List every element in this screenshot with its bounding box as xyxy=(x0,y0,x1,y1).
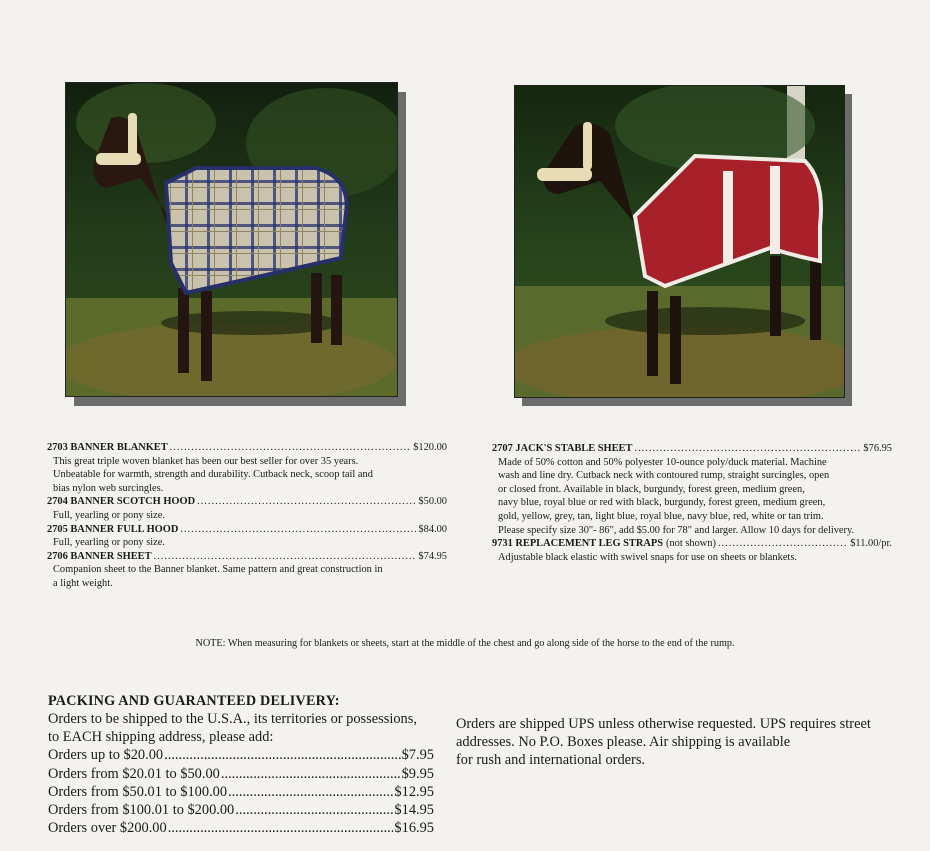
banner-blanket-photo xyxy=(65,82,398,397)
packing-title: PACKING AND GUARANTEED DELIVERY: xyxy=(48,693,340,709)
product-name: 2707 JACK'S STABLE SHEET xyxy=(492,443,633,454)
product-description: Companion sheet to the Banner blanket. Same pattern and great construction in a light weight. xyxy=(53,564,383,589)
product-name: 2704 BANNER SCOTCH HOOD xyxy=(47,496,196,508)
rate-price: $16.95 xyxy=(394,820,434,837)
product-description: Full, yearling or pony size. xyxy=(53,509,165,521)
rate-price: $9.95 xyxy=(401,765,434,782)
shipping-rate-row xyxy=(48,783,434,801)
measuring-note: NOTE: When measuring for blankets or sheets, start at the middle of the chest and go along side of the horse to the end of the rump. xyxy=(195,638,735,649)
product-entry xyxy=(47,550,447,591)
horse-red-sheet-image xyxy=(515,86,844,397)
product-entry xyxy=(492,442,892,537)
horse-plaid-blanket-image xyxy=(66,83,397,396)
shipping-rate-row xyxy=(48,746,434,764)
packing-intro: Orders to be shipped to the U.S.A., its territories or possessions, to EACH shipping address, please add: xyxy=(48,711,417,746)
product-entry xyxy=(47,441,447,495)
product-entry xyxy=(47,523,447,550)
rate-price: $7.95 xyxy=(401,747,434,764)
product-price: $84.00 xyxy=(418,523,447,535)
rate-price: $14.95 xyxy=(394,802,434,819)
product-description: Adjustable black elastic with swivel snaps for use on sheets or blankets. xyxy=(498,551,797,563)
product-price: $74.95 xyxy=(418,550,447,562)
shipping-info: Orders are shipped UPS unless otherwise requested. UPS requires street addresses. No P.O. Boxes please. Air shipping is available for rush and international orders. xyxy=(456,716,871,769)
rate-label: Orders from $100.01 to $200.00 xyxy=(48,802,235,819)
rate-label: Orders over $200.00 xyxy=(48,820,167,837)
rate-label: Orders from $50.01 to $100.00 xyxy=(48,783,228,800)
packing-section xyxy=(48,693,434,837)
left-product-list xyxy=(47,441,447,591)
product-description: Full, yearling or pony size. xyxy=(53,537,165,549)
product-name: 2705 BANNER FULL HOOD xyxy=(47,523,179,535)
product-description: This great triple woven blanket has been our best seller for over 35 years. Unbeatable for warmth, strength and durability. Cutback neck, scoop tail and bias nylon web surcingles. xyxy=(53,455,373,494)
product-entry xyxy=(47,495,447,522)
product-name: 2703 BANNER BLANKET xyxy=(47,442,168,453)
product-entry xyxy=(492,537,892,564)
rate-label: Orders up to $20.00 xyxy=(48,747,164,764)
product-name: 9731 REPLACEMENT LEG STRAPS xyxy=(492,538,663,550)
product-price: $50.00 xyxy=(418,496,447,508)
product-name: 2706 BANNER SHEET xyxy=(47,550,152,562)
right-product-list xyxy=(492,442,892,564)
product-price: $120.00 xyxy=(413,442,447,453)
product-price: $11.00/pr. xyxy=(850,538,892,550)
stable-sheet-photo xyxy=(514,85,845,398)
product-price: $76.95 xyxy=(863,443,892,454)
product-description: Made of 50% cotton and 50% polyester 10-ounce poly/duck material. Machine wash and line dry. Cutback neck with contoured rump, straight surcingles, open or closed front. Available in black, burgundy, forest green, medium green, navy blue, royal blue or red with black, burgundy, forest green, medium green, gold, yellow, grey, tan, light blue, royal blue, navy blue, red, white or tan trim. Please specify size 30"- 86", add $5.00 for 78" and larger. Allow 10 days for delivery. xyxy=(498,456,855,536)
product-note: (not shown) xyxy=(666,538,716,550)
shipping-rate-row xyxy=(48,819,434,837)
rate-label: Orders from $20.01 to $50.00 xyxy=(48,765,220,782)
shipping-rate-row xyxy=(48,765,434,783)
shipping-rate-row xyxy=(48,801,434,819)
rate-price: $12.95 xyxy=(394,783,434,800)
